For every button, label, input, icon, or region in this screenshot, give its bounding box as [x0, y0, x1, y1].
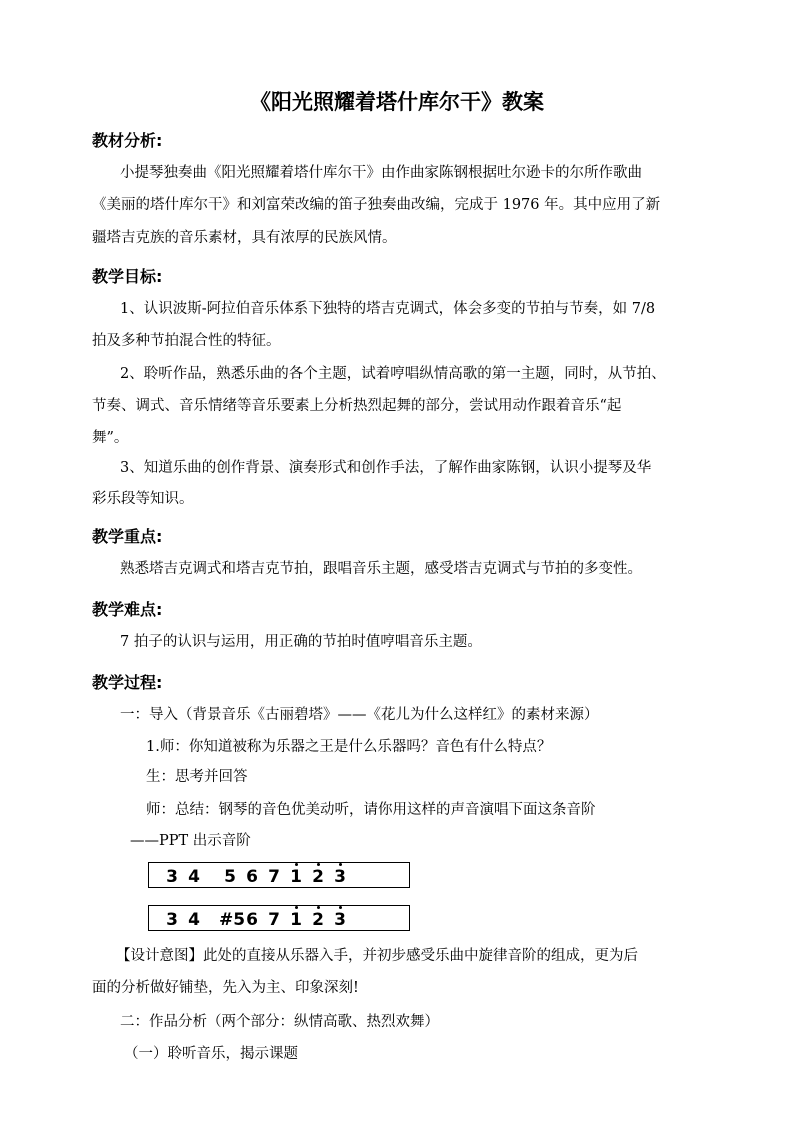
note-high: 1: [285, 910, 307, 930]
note-high: 3: [329, 867, 351, 887]
key-line-1: 熟悉塔吉克调式和塔吉克节拍，跟唱音乐主题，感受塔吉克调式与节拍的多变性。: [120, 561, 642, 577]
note-high: 1: [285, 867, 307, 887]
design-line-2: 面的分析做好铺垫，先入为主、印象深刻!: [92, 980, 359, 996]
note: 6: [246, 867, 258, 887]
scale-box-1: [148, 862, 410, 888]
design-line-1: 【设计意图】此处的直接从乐器入手，并初步感受乐曲中旋律音阶的组成，更为后: [116, 948, 638, 964]
heading-difficulty: 教学难点:: [92, 600, 163, 619]
process-line-5: ——PPT 出示音阶: [130, 833, 251, 849]
goals-line-6: 3、知道乐曲的创作背景、演奏形式和创作手法，了解作曲家陈钢，认识小提琴及华: [120, 460, 652, 476]
goals-line-4: 节奏、调式、音乐情绪等音乐要素上分析热烈起舞的部分，尝试用动作跟着音乐“起: [92, 398, 622, 414]
note-high: 3: [329, 910, 351, 930]
note: 7: [268, 910, 280, 930]
scale-notes-1: [161, 867, 351, 887]
part2-subheading: （一）聆听音乐，揭示课题: [124, 1046, 298, 1062]
heading-process: 教学过程:: [92, 673, 163, 692]
goals-line-5: 舞”。: [92, 430, 129, 446]
analysis-line-3: 疆塔吉克族的音乐素材，具有浓厚的民族风情。: [92, 230, 397, 246]
goals-line-7: 彩乐段等知识。: [92, 491, 194, 507]
analysis-line-2: 《美丽的塔什库尔干》和刘富荣改编的笛子独奏曲改编，完成于 1976 年。其中应用了新: [92, 197, 661, 213]
heading-goals: 教学目标:: [92, 267, 163, 286]
note: 3: [166, 867, 178, 887]
process-line-1: 一：导入（背景音乐《古丽碧塔》——《花儿为什么这样红》的素材来源）: [120, 707, 599, 723]
process-line-3: 生：思考并回答: [146, 769, 248, 785]
heading-key: 教学重点:: [92, 527, 163, 546]
difficulty-line-1: 7 拍子的认识与运用，用正确的节拍时值哼唱音乐主题。: [120, 634, 482, 650]
goals-line-3: 2、聆听作品，熟悉乐曲的各个主题，试着哼唱纵情高歌的第一主题，同时，从节拍、: [120, 366, 666, 382]
note: 4: [188, 867, 200, 887]
scale-box-2: [148, 905, 410, 931]
note-high: 2: [307, 910, 329, 930]
process-line-4: 师：总结：钢琴的音色优美动听，请你用这样的声音演唱下面这条音阶: [146, 802, 596, 818]
part2-heading: 二：作品分析（两个部分：纵情高歌、热烈欢舞）: [120, 1014, 439, 1030]
note: 3: [166, 910, 178, 930]
document-title: 《阳光照耀着塔什库尔干》教案: [250, 90, 544, 114]
note-sharp: #5: [219, 910, 246, 930]
note: 6: [246, 910, 258, 930]
scale-notes-2: [161, 910, 351, 930]
heading-analysis: 教材分析:: [92, 131, 163, 150]
note: 5: [224, 867, 236, 887]
goals-line-2: 拍及多种节拍混合性的特征。: [92, 333, 281, 349]
process-line-2: 1.师：你知道被称为乐器之王是什么乐器吗？音色有什么特点？: [146, 739, 552, 755]
goals-line-1: 1、认识波斯-阿拉伯音乐体系下独特的塔吉克调式，体会多变的节拍与节奏，如 7/8: [120, 301, 656, 317]
analysis-line-1: 小提琴独奏曲《阳光照耀着塔什库尔干》由作曲家陈钢根据吐尔逊卡的尔所作歌曲: [120, 165, 642, 181]
note: 7: [268, 867, 280, 887]
note-high: 2: [307, 867, 329, 887]
note: 4: [188, 910, 200, 930]
